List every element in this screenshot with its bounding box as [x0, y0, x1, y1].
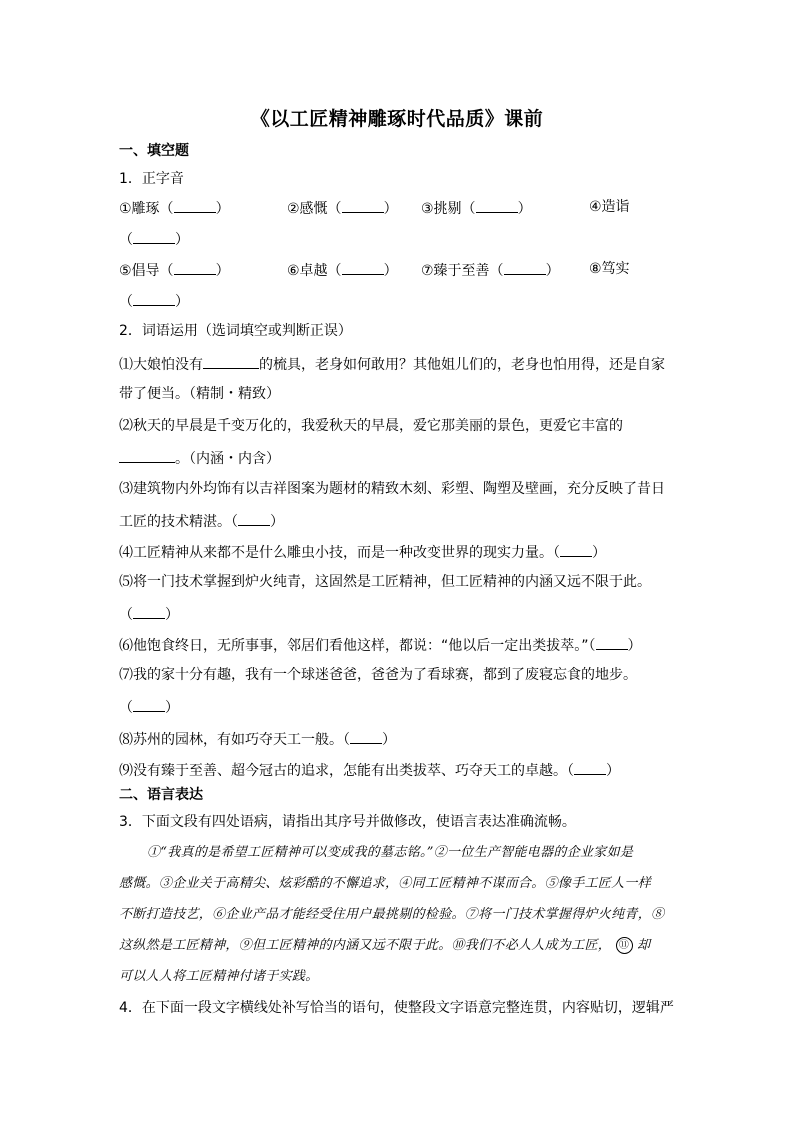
- q3-passage-line-4: 这纵然是工匠精神，⑨但工匠精神的内涵又远不限于此。⑩我们不必人人成为工匠， ⑪ 却: [119, 938, 651, 953]
- q2-sentence-5-blank: （ ）: [119, 604, 179, 624]
- q1-item-3: ③挑剔（ ）: [421, 198, 532, 218]
- answer-blank[interactable]: [174, 198, 216, 213]
- q2-sentence-6: ⑹他饱食终日，无所事事，邻居们看他这样，都说：“他以后一定出类拔萃。”（ ）: [119, 635, 642, 655]
- answer-blank[interactable]: [476, 198, 518, 213]
- q2-sentence-7: ⑺我的家十分有趣，我有一个球迷爸爸，爸爸为了看球赛，都到了废寝忘食的地步。: [119, 667, 637, 683]
- answer-blank[interactable]: [350, 729, 382, 744]
- answer-blank[interactable]: [133, 697, 165, 712]
- q1-item-4: ④造诣: [589, 199, 630, 215]
- section-heading-fill-blank: 一、填空题: [119, 143, 189, 159]
- q2-sentence-7-blank: （ ）: [119, 697, 179, 717]
- answer-blank[interactable]: [133, 604, 165, 619]
- q2-sentence-9: ⑼没有臻于至善、超今冠古的追求，怎能有出类拔萃、巧夺天工的卓越。（ ）: [119, 760, 620, 780]
- q2-sentence-2: ⑵秋天的早晨是千变万化的，我爱秋天的早晨，爱它那美丽的景色，更爱它丰富的: [119, 418, 623, 434]
- q2-sentence-1-cont: 带了便当。（精制・精致）: [119, 386, 280, 402]
- q3-passage-line-1: ①“我真的是希望工匠精神可以变成我的墓志铭。”②一位生产智能电器的企业家如是: [147, 845, 634, 860]
- q2-sentence-3: ⑶建筑物内外均饰有以吉祥图案为题材的精致木刻、彩塑、陶塑及壁画，充分反映了昔日: [119, 481, 665, 497]
- q2-sentence-8: ⑻苏州的园林，有如巧夺天工一般。（ ）: [119, 729, 396, 749]
- answer-blank[interactable]: [174, 260, 216, 275]
- answer-blank[interactable]: [238, 511, 270, 526]
- answer-blank[interactable]: [342, 260, 384, 275]
- page-title: 《以工匠精神雕琢时代品质》课前: [250, 108, 544, 130]
- q2-sentence-5: ⑸将一门技术掌握到炉火纯青，这固然是工匠精神，但工匠精神的内涵又远不限于此。: [119, 574, 651, 590]
- answer-blank[interactable]: [504, 260, 546, 275]
- answer-blank[interactable]: [560, 542, 592, 557]
- q1-item-2: ②感慨（ ）: [287, 198, 398, 218]
- answer-blank[interactable]: [574, 760, 606, 775]
- answer-blank[interactable]: [203, 354, 259, 369]
- q2-sentence-4: ⑷工匠精神从来都不是什么雕虫小技，而是一种改变世界的现实力量。（ ）: [119, 542, 606, 562]
- q1-item-6: ⑥卓越（ ）: [287, 260, 398, 280]
- question-3-stem: 3．下面文段有四处语病，请指出其序号并做修改，使语言表达准确流畅。: [119, 814, 576, 830]
- q2-sentence-2-cont: 。（内涵・内含）: [119, 448, 280, 468]
- question-1-stem: 1．正字音: [119, 171, 184, 187]
- q3-passage-line-2: 感慨。③企业关于高精尖、炫彩酷的不懈追求，④同工匠精神不谋而合。⑤像手工匠人一样: [119, 876, 652, 891]
- q1-item-4-blank: （ ）: [119, 229, 189, 249]
- answer-blank[interactable]: [342, 198, 384, 213]
- answer-blank[interactable]: [133, 229, 175, 244]
- answer-blank[interactable]: [119, 448, 175, 463]
- question-2-stem: 2．词语运用（选词填空或判断正误）: [119, 323, 352, 339]
- q3-passage-line-3: 不断打造技艺，⑥企业产品才能经受住用户最挑剔的检验。⑦将一门技术掌握得炉火纯青，⑧: [119, 907, 665, 922]
- q1-item-8-blank: （ ）: [119, 291, 189, 311]
- answer-blank[interactable]: [133, 291, 175, 306]
- q1-item-7: ⑦臻于至善（ ）: [421, 260, 560, 280]
- section-heading-language-expression: 二、语言表达: [119, 787, 203, 803]
- circled-number-11: ⑪: [616, 937, 633, 954]
- q1-item-8: ⑧笃实: [589, 261, 630, 277]
- q2-sentence-1: ⑴大娘怕没有 的梳具，老身如何敢用？其他姐儿们的，老身也怕用得，还是自家: [119, 354, 665, 374]
- answer-blank[interactable]: [596, 635, 628, 650]
- q1-item-5: ⑤倡导（ ）: [119, 260, 230, 280]
- q3-passage-line-5: 可以人人将工匠精神付诸于实践。: [119, 969, 319, 984]
- q1-item-1: ①雕琢（ ）: [119, 198, 230, 218]
- q2-sentence-3-cont: 工匠的技术精湛。（ ）: [119, 511, 284, 531]
- question-4-stem: 4．在下面一段文字横线处补写恰当的语句，使整段文字语意完整连贯，内容贴切，逻辑严: [119, 1000, 674, 1016]
